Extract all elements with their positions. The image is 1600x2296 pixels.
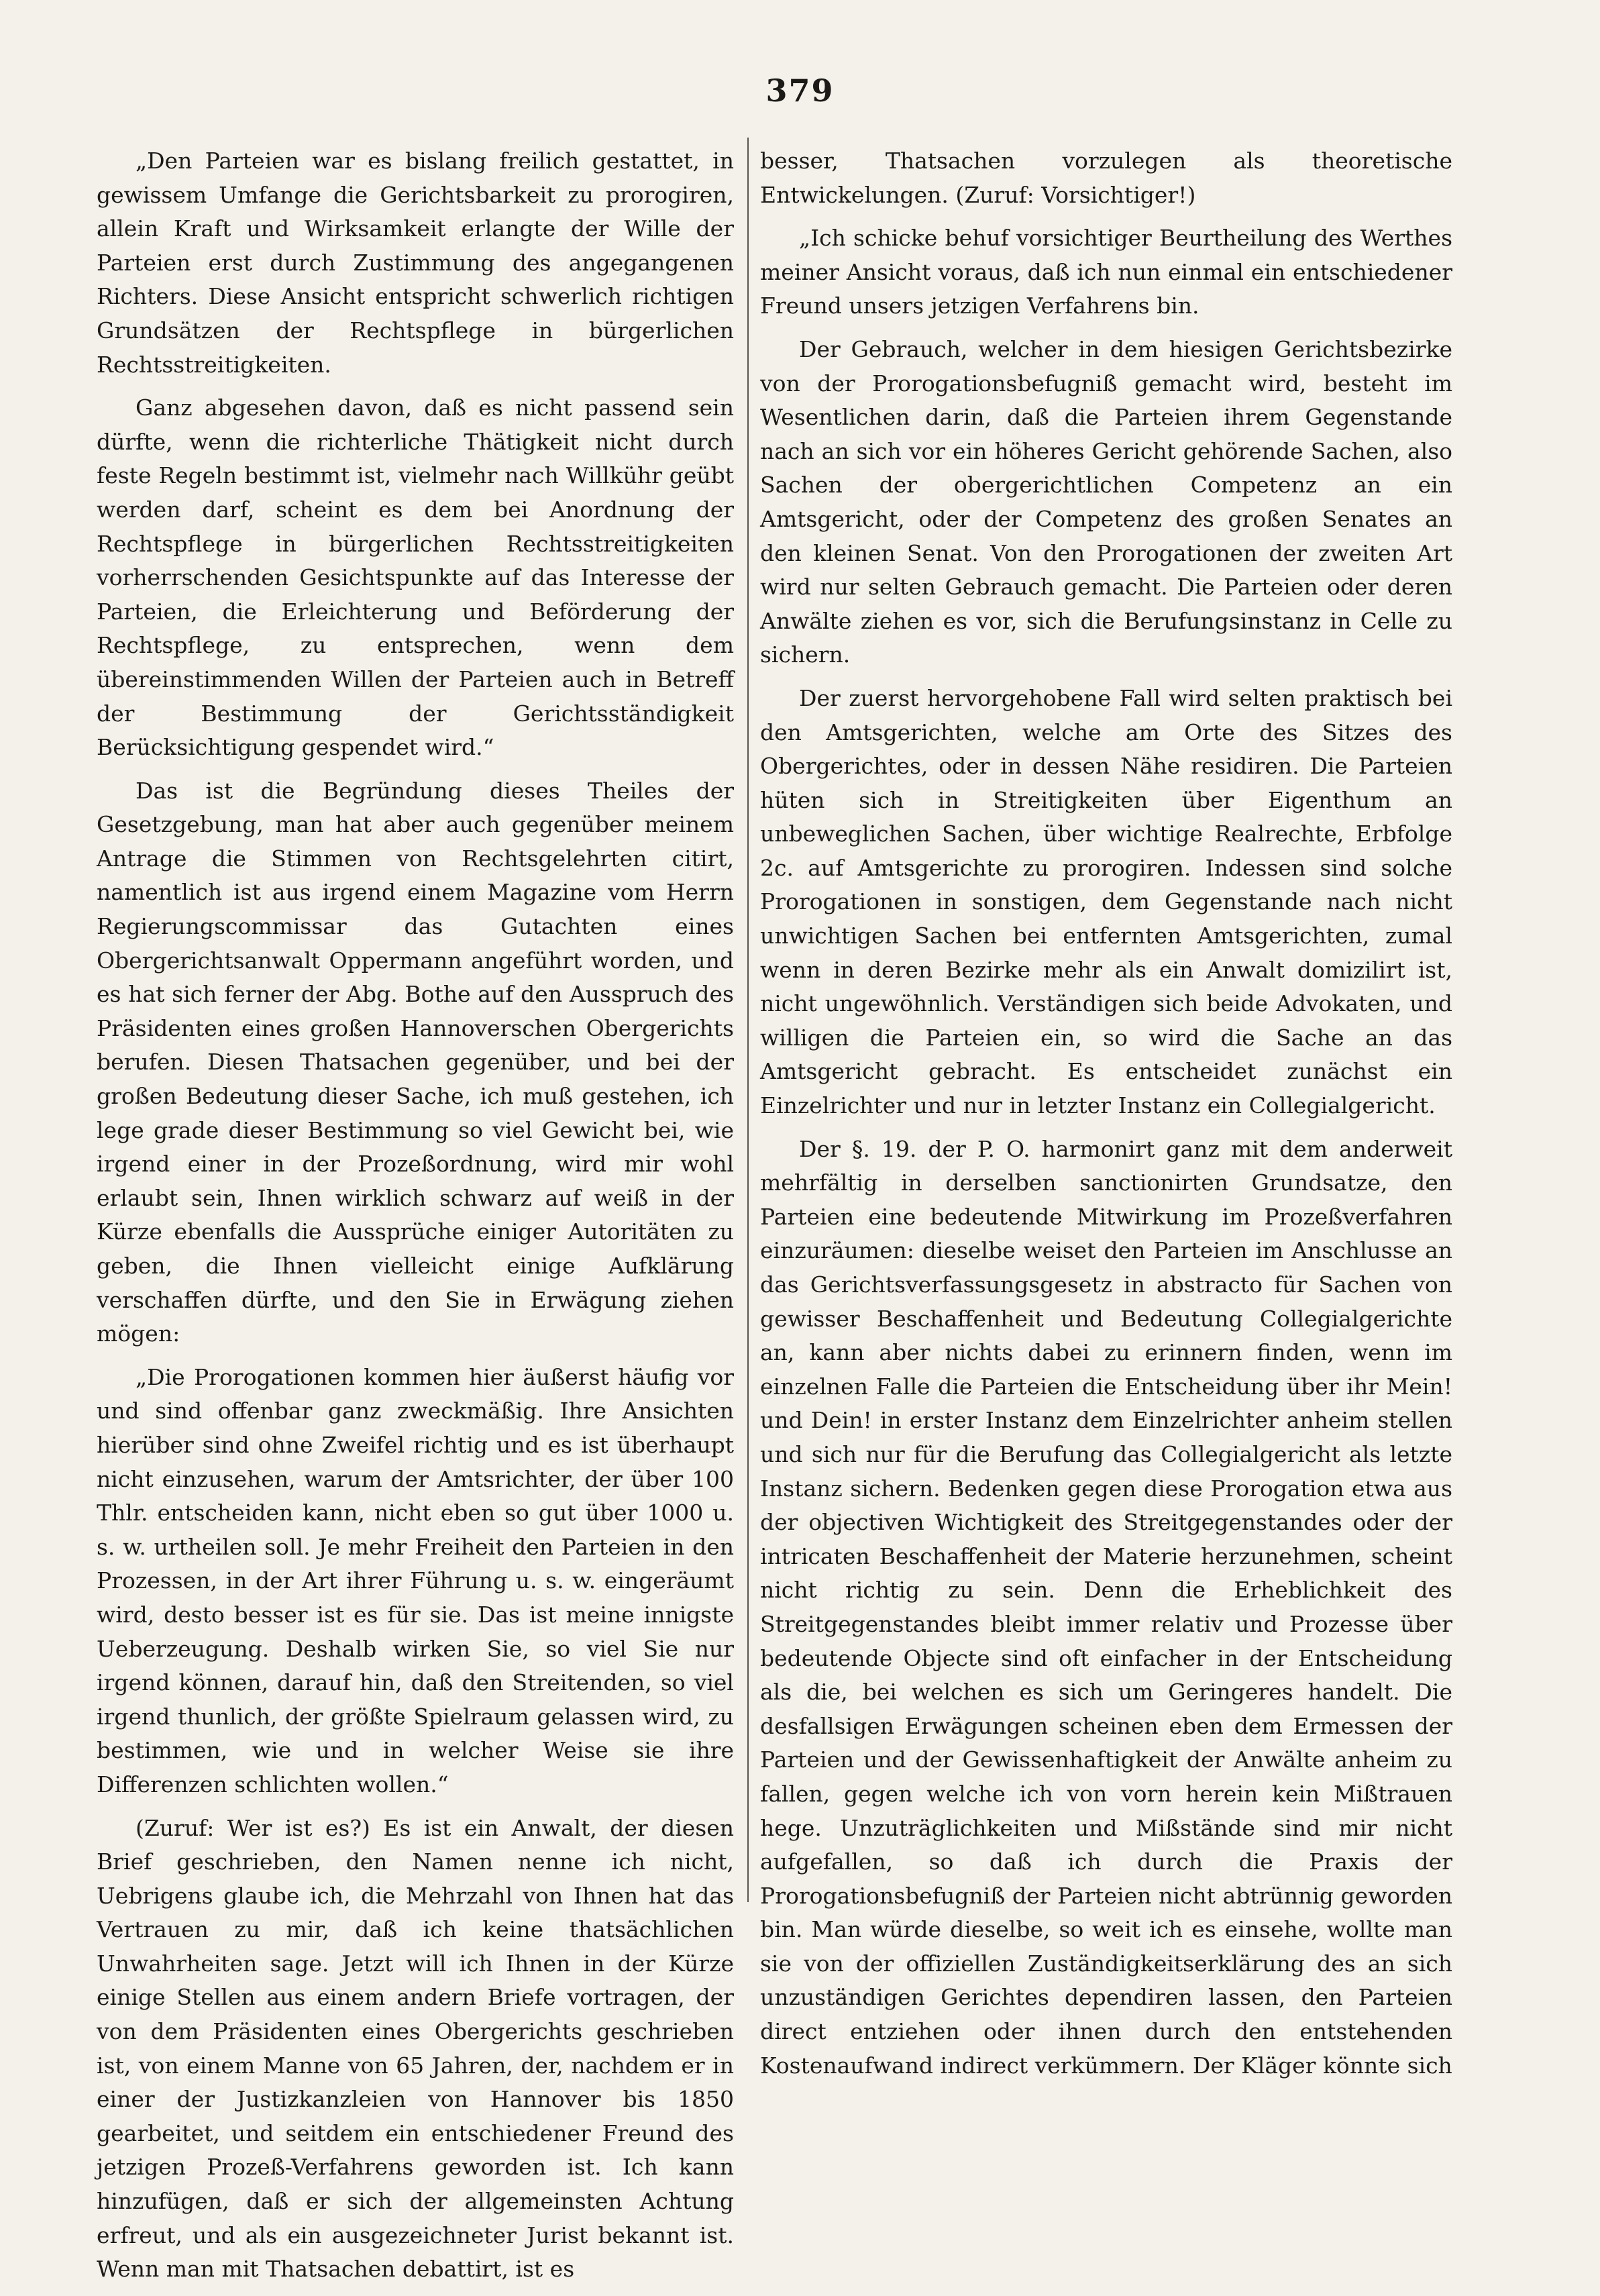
paragraph: „Ich schicke behuf vorsichtiger Beurtheilung des Werthes meiner Ansicht voraus, daß ich nun einmal ein entschiedener Freund unsers jetzigen Verfahrens bin. [760,225,1452,319]
right-column [760,144,1452,2092]
left-column [97,144,734,2296]
paragraph: „Die Prorogationen kommen hier äußerst häufig vor und sind offenbar ganz zweckmäßig. Ihre Ansichten hierüber sind ohne Zweifel richtig und es ist überhaupt nicht einzusehen, warum der Amtsrichter, der über 100 Thlr. entscheiden kann, nicht eben so gut über 1000 u. s. w. urtheilen soll. Je mehr Freiheit den Parteien in den Prozessen, in der Art ihrer Führung u. s. w. eingeräumt wird, desto besser ist es für sie. Das ist meine innigste Ueberzeugung. Deshalb wirken Sie, so viel Sie nur irgend können, darauf hin, daß den Streitenden, so viel irgend thunlich, der größte Spielraum gelassen wird, zu bestimmen, wie und in welcher Weise sie ihre Differenzen schlichten wollen.“ [97,1363,734,1797]
paragraph: besser, Thatsachen vorzulegen als theoretische Entwickelungen. (Zuruf: Vorsichtiger!) [760,148,1452,208]
paragraph: (Zuruf: Wer ist es?) Es ist ein Anwalt, der diesen Brief geschrieben, den Namen nenne ich nicht, Uebrigens glaube ich, die Mehrzahl von Ihnen hat das Vertrauen zu mir, daß ich keine thatsächlichen Unwahrheiten sage. Jetzt will ich Ihnen in der Kürze einige Stellen aus einem andern Briefe vortragen, der von dem Präsidenten eines Obergerichts geschrieben ist, von einem Manne von 65 Jahren, der, nachdem er in einer der Justizkanzleien von Hannover bis 1850 gearbeitet, und seitdem ein entschiedener Freund des jetzigen Prozeß-Verfahrens geworden ist. Ich kann hinzufügen, daß er sich der allgemeinsten Achtung erfreut, und als ein ausgezeichneter Jurist bekannt ist. Wenn man mit Thatsachen debattirt, ist es [97,1814,734,2283]
paragraph: „Den Parteien war es bislang freilich gestattet, in gewissem Umfange die Gerichtsbarkeit zu prorogiren, allein Kraft und Wirksamkeit erlangte der Wille der Parteien erst durch Zustimmung des angegangenen Richters. Diese Ansicht entspricht schwerlich richtigen Grundsätzen der Rechtspflege in bürgerlichen Rechtsstreitigkeiten. [97,148,734,378]
column-divider [747,138,749,1902]
paragraph: Der zuerst hervorgehobene Fall wird selten praktisch bei den Amtsgerichten, welche am Orte des Sitzes des Obergerichtes, oder in dessen Nähe residiren. Die Parteien hüten sich in Streitigkeiten über Eigenthum an unbeweglichen Sachen, über wichtige Realrechte, Erbfolge 2c. auf Amtsgerichte zu prorogiren. Indessen sind solche Prorogationen in sonstigen, dem Gegenstande nach nicht unwichtigen Sachen bei entfernten Amtsgerichten, zumal wenn in deren Bezirke mehr als ein Anwalt domizilirt ist, nicht ungewöhnlich. Verständigen sich beide Advokaten, und willigen die Parteien ein, so wird die Sache an das Amtsgericht gebracht. Es entscheidet zunächst ein Einzelrichter und nur in letzter Instanz ein Collegialgericht. [760,684,1452,1119]
page-number: 379 [765,72,835,109]
paragraph: Das ist die Begründung dieses Theiles der Gesetzgebung, man hat aber auch gegenüber meinem Antrage die Stimmen von Rechtsgelehrten citirt, namentlich ist aus irgend einem Magazine vom Herrn Regierungscommissar das Gutachten eines Obergerichtsanwalt Oppermann angeführt worden, und es hat sich ferner der Abg. Bothe auf den Ausspruch des Präsidenten eines großen Hannoverschen Obergerichts berufen. Diesen Thatsachen gegenüber, und bei der großen Bedeutung dieser Sache, ich muß gestehen, ich lege grade dieser Bestimmung so viel Gewicht bei, wie irgend einer in der Prozeßordnung, wird mir wohl erlaubt sein, Ihnen wirklich schwarz auf weiß in der Kürze ebenfalls die Aussprüche einiger Autoritäten zu geben, die Ihnen vielleicht einige Aufklärung verschaffen dürfte, und den Sie in Erwägung ziehen mögen: [97,777,734,1347]
paragraph: Der Gebrauch, welcher in dem hiesigen Gerichtsbezirke von der Prorogationsbefugniß gemacht wird, besteht im Wesentlichen darin, daß die Parteien ihrem Gegenstande nach an sich vor ein höheres Gericht gehörende Sachen, also Sachen der obergerichtlichen Competenz an ein Amtsgericht, oder der Competenz des großen Senates an den kleinen Senat. Von den Prorogationen der zweiten Art wird nur selten Gebrauch gemacht. Die Parteien oder deren Anwälte ziehen es vor, sich die Berufungsinstanz in Celle zu sichern. [760,335,1452,668]
paragraph: Ganz abgesehen davon, daß es nicht passend sein dürfte, wenn die richterliche Thätigkeit nicht durch feste Regeln bestimmt ist, vielmehr nach Willkühr geübt werden darf, scheint es dem bei Anordnung der Rechtspflege in bürgerlichen Rechtsstreitigkeiten vorherrschenden Gesichtspunkte auf das Interesse der Parteien, die Erleichterung und Beförderung der Rechtspflege, zu entsprechen, wenn dem übereinstimmenden Willen der Parteien auch in Betreff der Bestimmung der Gerichtsständigkeit Berücksichtigung gespendet wird.“ [97,395,734,761]
paragraph: Der §. 19. der P. O. harmonirt ganz mit dem anderweit mehrfältig in derselben sanctionirten Grundsatze, den Parteien eine bedeutende Mitwirkung im Prozeßverfahren einzuräumen: dieselbe weiset den Parteien im Anschlusse an das Gerichtsverfassungsgesetz in abstracto für Sachen von gewisser Beschaffenheit und Bedeutung Collegialgerichte an, kann aber nichts dabei zu erinnern finden, wenn im einzelnen Falle die Parteien die Entscheidung über ihr Mein! und Dein! in erster Instanz dem Einzelrichter anheim stellen und sich nur für die Berufung das Collegialgericht als letzte Instanz sichern. Bedenken gegen diese Prorogation etwa aus der objectiven Wichtigkeit des Streitgegenstandes oder der intricaten Beschaffenheit der Materie herzunehmen, scheint nicht richtig zu sein. Denn die Erheblichkeit des Streitgegenstandes bleibt immer relativ und Prozesse über bedeutende Objecte sind oft einfacher in der Entscheidung als die, bei welchen es sich um Geringeres handelt. Die desfallsigen Erwägungen scheinen eben dem Ermessen der Parteien und der Gewissenhaftigkeit der Anwälte anheim zu fallen, gegen welche ich von vorn herein kein Mißtrauen hege. Unzuträglichkeiten und Mißstände sind mir nicht aufgefallen, so daß ich durch die Praxis der Prorogationsbefugniß der Parteien nicht abtrünnig geworden bin. Man würde dieselbe, so weit ich es einsehe, wollte man sie von der offiziellen Zuständigkeitserklärung des an sich unzuständigen Gerichtes dependiren lassen, den Parteien direct entziehen oder ihnen durch den entstehenden Kostenaufwand indirect verkümmern. Der Kläger könnte sich [760,1135,1452,2079]
